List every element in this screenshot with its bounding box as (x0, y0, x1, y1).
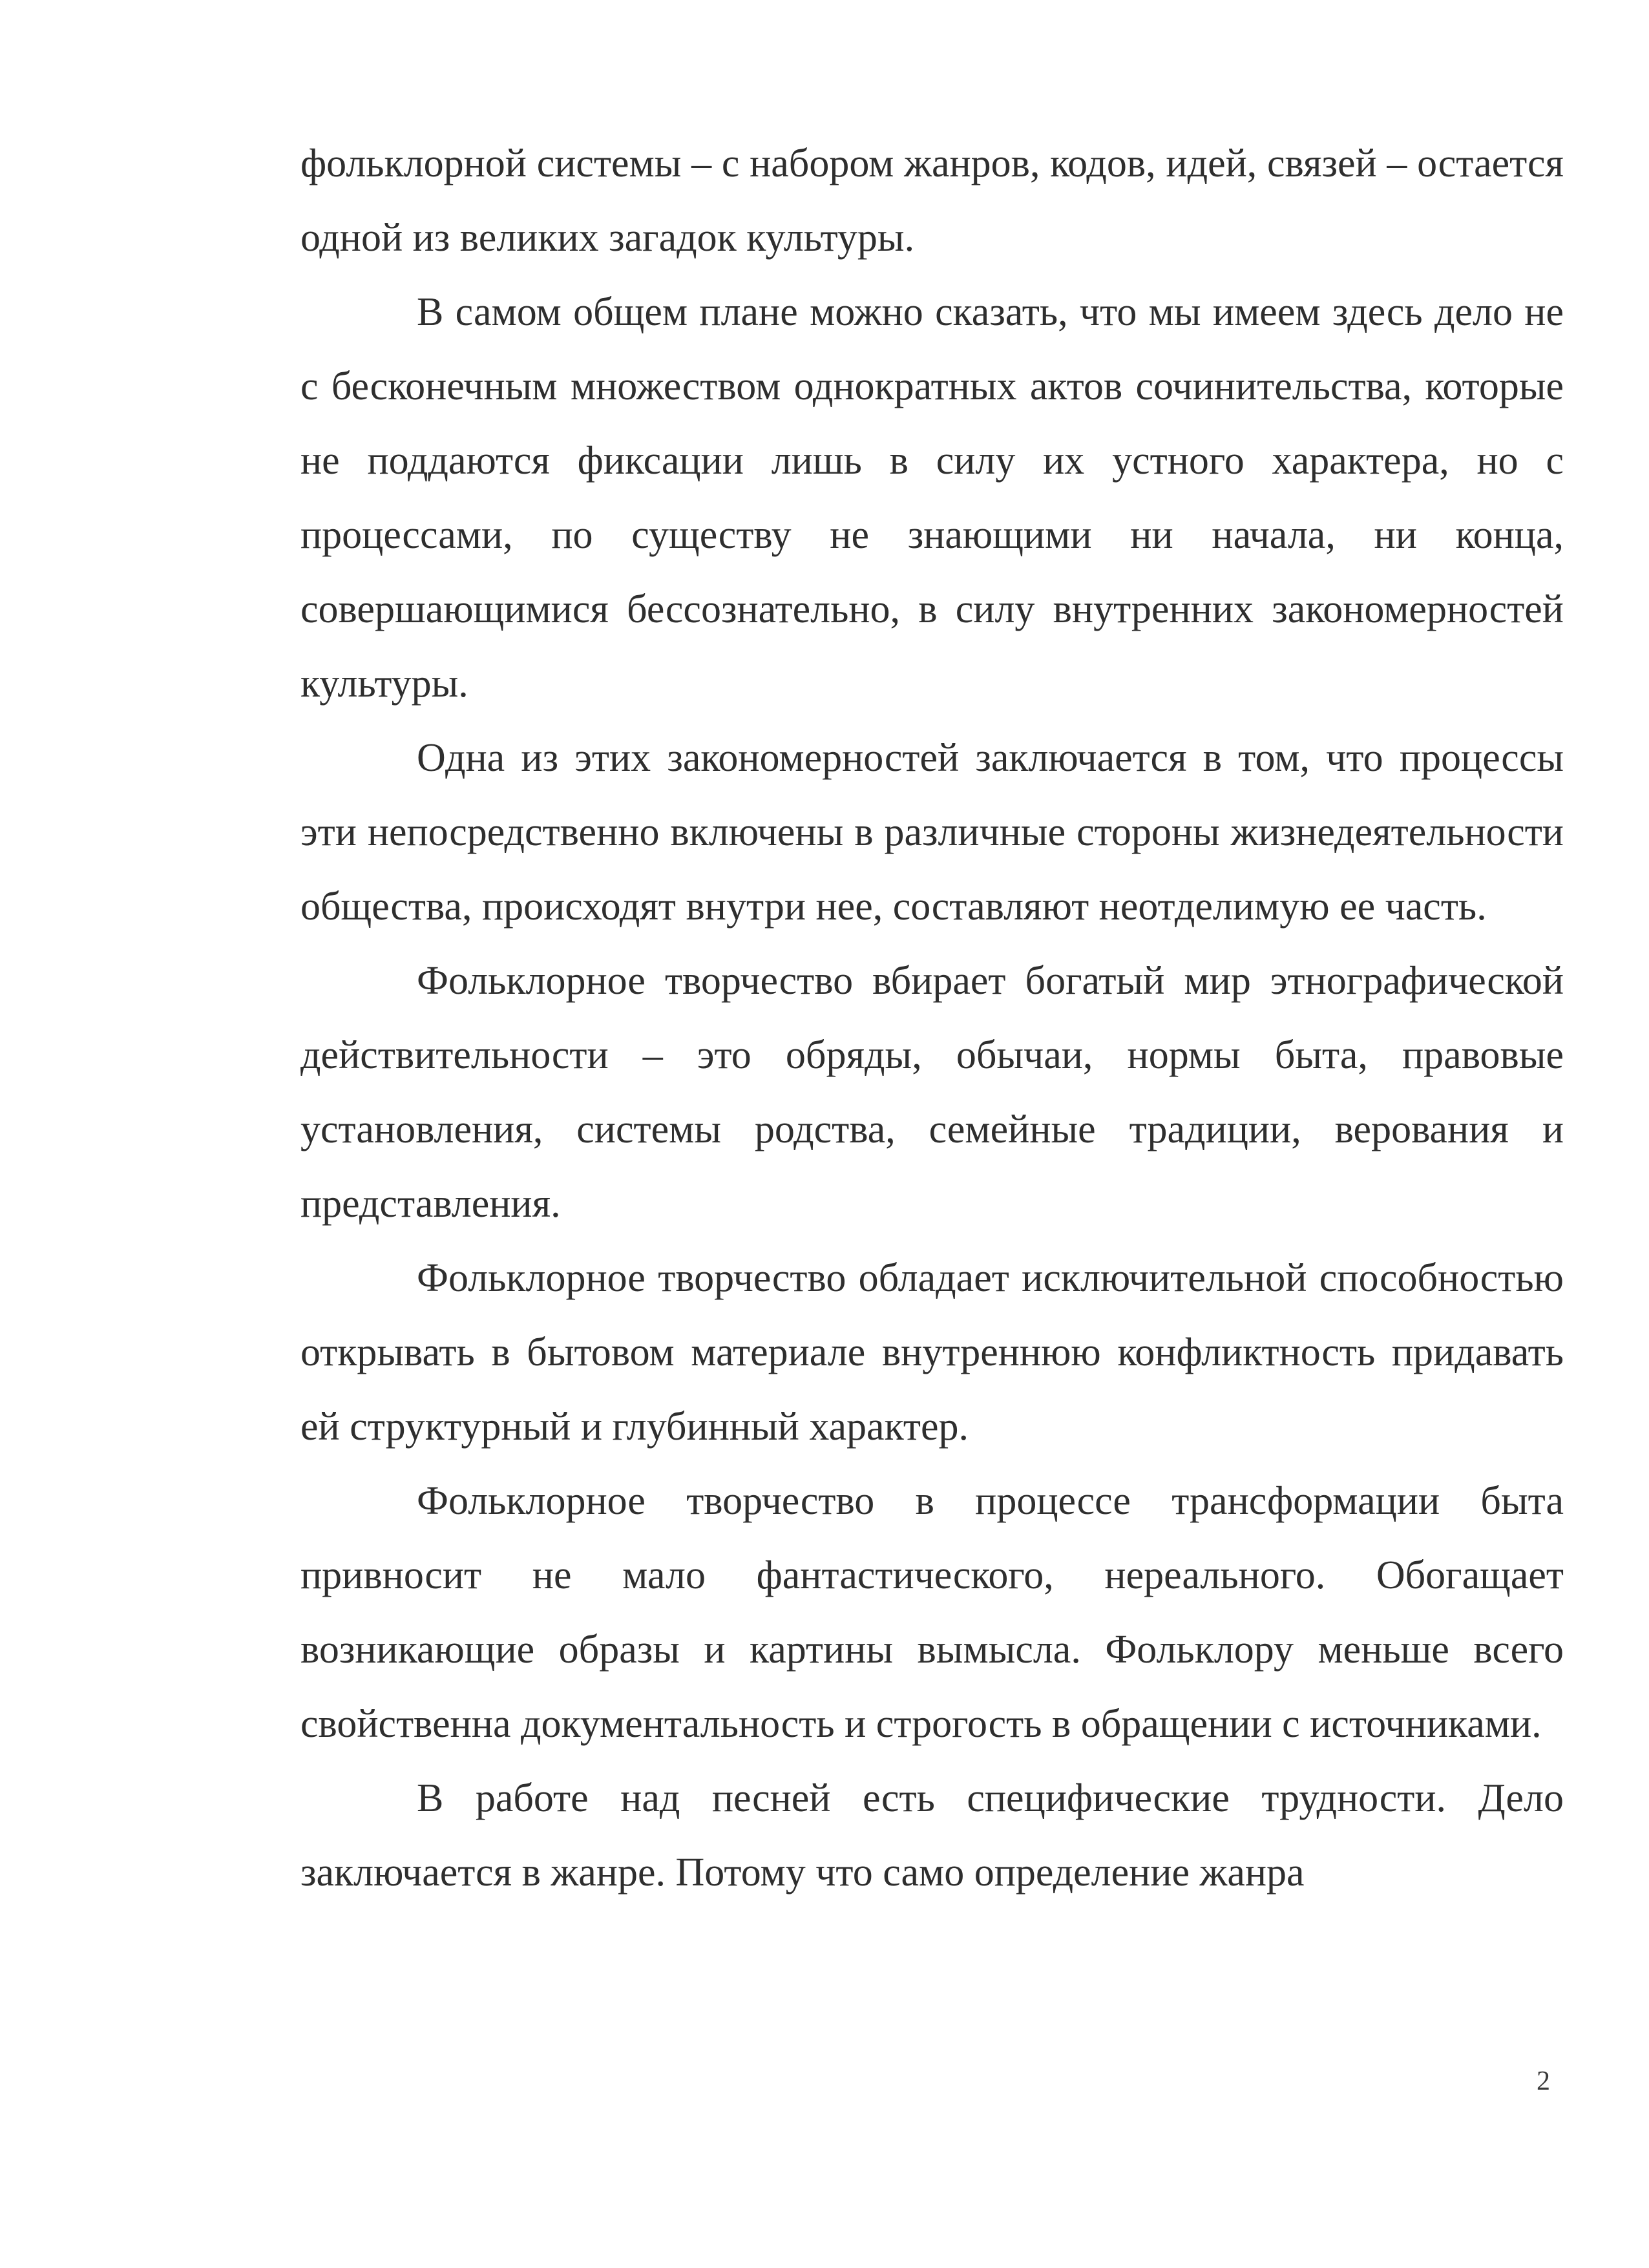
paragraph: В работе над песней есть специфические трудности. Дело заключается в жанре. Потому что само определение жанра (300, 1776, 1564, 1895)
paragraph: Фольклорное творчество вбирает богатый мир этнографической действительности – это обряды, обычаи, нормы быта, правовые установления, системы родства, семейные традиции, верования и представления. (300, 959, 1564, 1226)
paragraph: В самом общем плане можно сказать, что мы имеем здесь дело не с бесконечным множеством однократных актов сочинительства, которые не поддаются фиксации лишь в силу их устного характера, но с процессами, по существу не знающими ни начала, ни конца, совершающимися бессознательно, в силу внутренних закономерностей культуры. (300, 290, 1564, 706)
paragraph: Фольклорное творчество обладает исключительной способностью открывать в бытовом материале внутреннюю конфликтность придавать ей структурный и глубинный характер. (300, 1256, 1564, 1449)
paragraph: Одна из этих закономерностей заключается в том, что процессы эти непосредственно включены в различные стороны жизнедеятельности общества, происходят внутри нее, составляют неотделимую ее часть. (300, 736, 1564, 929)
paragraph: Фольклорное творчество в процессе трансформации быта привносит не мало фантастического, нереального. Обогащает возникающие образы и картины вымысла. Фольклору меньше всего свойственна документальность и строгость в обращении с источниками. (300, 1479, 1564, 1746)
page-number: 2 (1537, 2066, 1550, 2096)
paragraph-continuation: фольклорной системы – с набором жанров, кодов, идей, связей – остается одной из великих загадок культуры. (300, 142, 1564, 260)
body-text (300, 127, 1564, 1910)
